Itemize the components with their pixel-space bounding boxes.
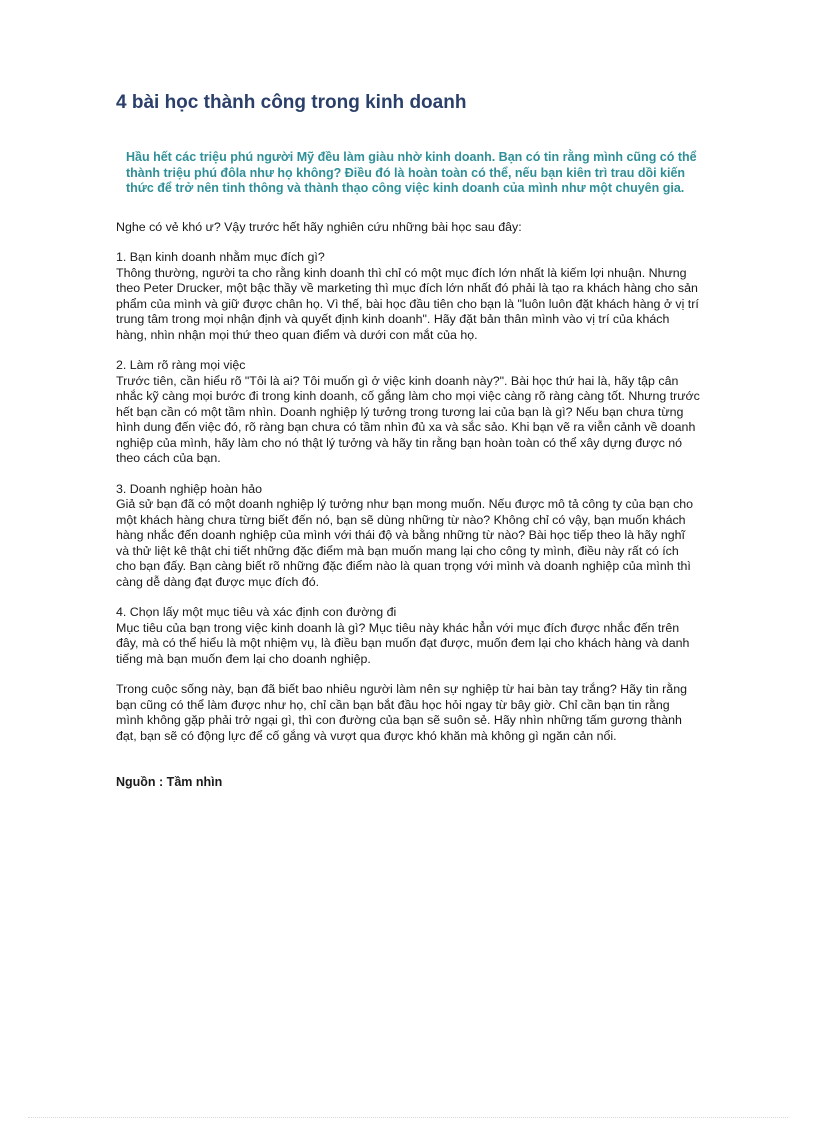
page-bottom-divider	[28, 1117, 788, 1118]
section-body: Mục tiêu của bạn trong việc kinh doanh là gì? Mục tiêu này khác hẳn với mục đích được nhắc đến trên đây, mà có thể hiểu là một nhiệm vụ, là điều bạn muốn đạt được, muốn đem lại cho khách hàng và danh tiếng mà bạn muốn đem lại cho doanh nghiệp.	[116, 620, 690, 666]
section-heading: 4. Chọn lấy một mục tiêu và xác định con đường đi	[116, 605, 397, 619]
section-2	[116, 358, 700, 467]
page-title: 4 bài học thành công trong kinh doanh	[116, 92, 467, 113]
intro-paragraph: Nghe có vẻ khó ư? Vậy trước hết hãy nghiên cứu những bài học sau đây:	[116, 219, 522, 234]
closing-paragraph: Trong cuộc sống này, bạn đã biết bao nhiêu người làm nên sự nghiệp từ hai bàn tay trắng? Hãy tin rằng bạn cũng có thể làm được như họ, chỉ cần bạn bắt đầu học hỏi ngay từ bây giờ. Chỉ cần bạn tin rằng mình không gặp phải trở ngại gì, thì con đường của bạn sẽ suôn sẻ. Hãy nhìn những tấm gương thành đạt, bạn sẽ có động lực để cố gắng và vượt qua được khó khăn mà không gì ngăn cản nổi.	[116, 682, 687, 743]
lead-paragraph: Hầu hết các triệu phú người Mỹ đều làm giàu nhờ kinh doanh. Bạn có tin rằng mình cũng có thể thành triệu phú đôla như họ không? Điều đó là hoàn toàn có thể, nếu bạn kiên trì trau dồi kiến thức để trở nên tinh thông và thành thạo công việc kinh doanh của mình như một chuyên gia.	[126, 150, 697, 195]
section-1	[116, 250, 700, 343]
section-body: Trước tiên, cần hiểu rõ "Tôi là ai? Tôi muốn gì ở việc kinh doanh này?". Bài học thứ hai là, hãy tập cân nhắc kỹ càng mọi bước đi trong kinh doanh, cố gắng làm cho mọi việc càng rõ ràng càng tốt. Nhưng trước hết bạn cần có một tầm nhìn. Doanh nghiệp lý tưởng trong tương lai của bạn là gì? Nếu bạn chưa từng hình dung đến việc đó, rõ ràng bạn chưa có tầm nhìn đủ xa và sắc sảo. Khi bạn vẽ ra viễn cảnh về doanh nghiệp của mình, hãy làm cho nó thật lý tưởng và hãy tin rằng bạn hoàn toàn có thể xây dựng được nó theo cách của bạn.	[116, 373, 700, 465]
section-body: Giả sử bạn đã có một doanh nghiệp lý tưởng như bạn mong muốn. Nếu được mô tả công ty của bạn cho một khách hàng chưa từng biết đến nó, bạn sẽ dùng những từ nào? Không chỉ có vậy, bạn muốn khách hàng nhắc đến doanh nghiệp của mình với thái độ và bằng những từ nào? Bài học tiếp theo là hãy nghĩ và thử liệt kê thật chi tiết những đặc điểm mà bạn muốn mang lại cho công ty mình, điều này rất có ích cho bạn đấy. Bạn càng biết rõ những đặc điểm nào là quan trọng với mình và doanh nghiệp của mình thì càng dễ dàng đạt được mục đích đó.	[116, 497, 694, 589]
section-3	[116, 482, 700, 591]
section-body: Thông thường, người ta cho rằng kinh doanh thì chỉ có một mục đích lớn nhất là kiếm lợi nhuận. Nhưng theo Peter Drucker, một bậc thầy về marketing thì mục đích lớn nhất đó phải là tạo ra khách hàng cho sản phẩm của mình và giữ được chân họ. Vì thế, bài học đầu tiên cho bạn là "luôn luôn đặt khách hàng ở vị trí trung tâm trong mọi nhận định và quyết định kinh doanh". Hãy đặt bản thân mình vào vị trí của khách hàng, nhìn nhận mọi thứ theo quan điểm và dưới con mắt của họ.	[116, 265, 699, 342]
document-page	[116, 92, 700, 789]
section-heading: 1. Bạn kinh doanh nhằm mục đích gì?	[116, 250, 325, 264]
section-4	[116, 605, 700, 667]
source-credit: Nguồn : Tầm nhìn	[116, 775, 223, 789]
section-heading: 2. Làm rõ ràng mọi việc	[116, 358, 246, 372]
section-heading: 3. Doanh nghiệp hoàn hảo	[116, 481, 263, 496]
